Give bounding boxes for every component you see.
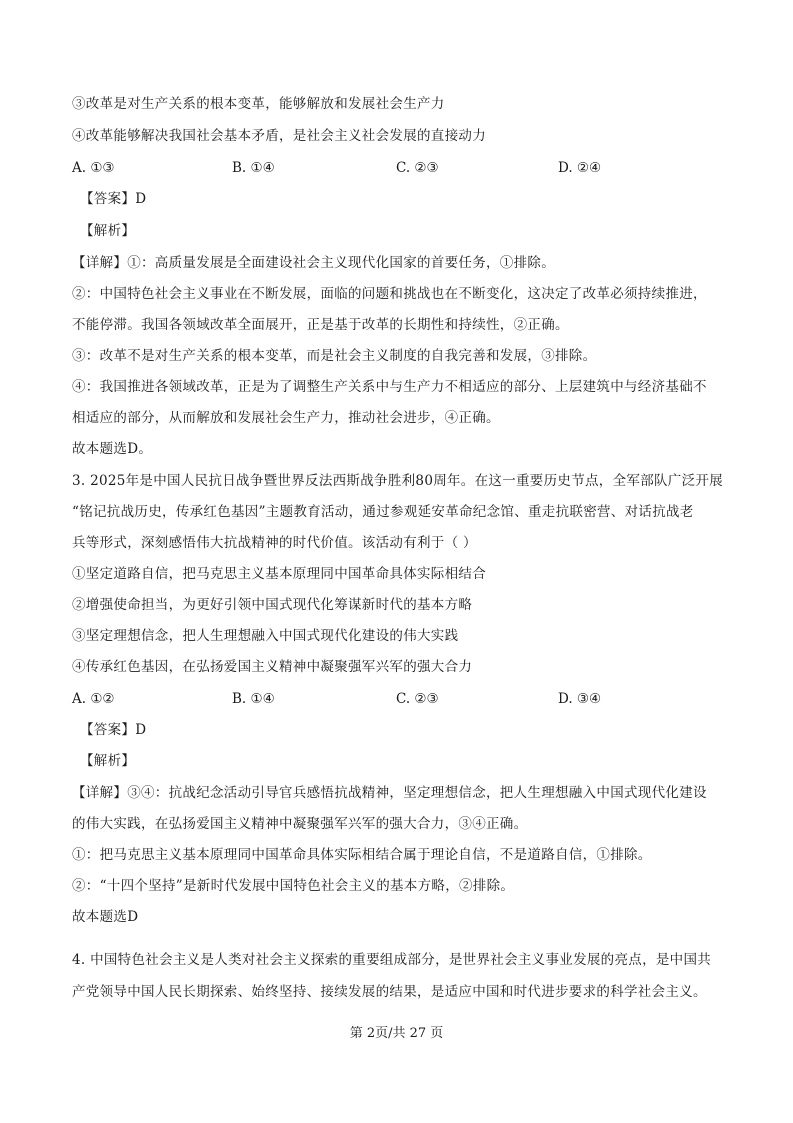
q2-answer: 【答案】D bbox=[80, 191, 147, 207]
q2-detail-line-2: ②：中国特色社会主义事业在不断发展，面临的问题和挑战也在不断变化，这决定了改革必须持续推进， bbox=[72, 286, 707, 302]
q3-option-4: ④传承红色基因，在弘扬爱国主义精神中凝聚强军兴军的强大合力 bbox=[72, 659, 473, 675]
q3-stem-line-2: “铭记抗战历史，传承红色基因”主题教育活动，通过参观延安革命纪念馆、重走抗联密营、对话抗战老 bbox=[72, 504, 694, 520]
q2-detail-line-1: 【详解】①：高质量发展是全面建设社会主义现代化国家的首要任务，①排除。 bbox=[72, 255, 555, 271]
q2-choice-a: A. ①③ bbox=[72, 160, 115, 176]
q3-analysis-label: 【解析】 bbox=[80, 753, 136, 769]
q3-choice-c: C. ②③ bbox=[396, 691, 439, 707]
q3-option-1: ①坚定道路自信，把马克思主义基本原理同中国革命具体实际相结合 bbox=[72, 566, 486, 582]
q4-stem-line-1: 4. 中国特色社会主义是人类对社会主义探索的重要组成部分，是世界社会主义事业发展的亮点，是中国共 bbox=[72, 952, 712, 968]
q3-stem-line-3: 兵等形式，深刻感悟伟大抗战精神的时代价值。该活动有利于（ ） bbox=[72, 535, 477, 551]
q2-choices bbox=[72, 158, 732, 178]
q3-stem-line-1: 3. 2025年是中国人民抗日战争暨世界反法西斯战争胜利80周年。在这一重要历史节点，全军部队广泛开展 bbox=[72, 473, 724, 489]
q2-detail-line-4: ③：改革不是对生产关系的根本变革，而是社会主义制度的自我完善和发展，③排除。 bbox=[72, 348, 597, 364]
q2-option-3: ③改革是对生产关系的根本变革，能够解放和发展社会生产力 bbox=[72, 96, 445, 112]
q3-choice-d: D. ③④ bbox=[558, 691, 602, 707]
q2-detail-line-6: 相适应的部分，从而解放和发展社会生产力，推动社会进步，④正确。 bbox=[72, 410, 500, 426]
page-number-footer: 第 2页/共 27 页 bbox=[349, 1026, 444, 1041]
q3-option-2: ②增强使命担当，为更好引领中国式现代化筹谋新时代的基本方略 bbox=[72, 597, 473, 613]
q3-option-3: ③坚定理想信念，把人生理想融入中国式现代化建设的伟大实践 bbox=[72, 628, 459, 644]
q3-choices bbox=[72, 689, 732, 709]
q4-stem-line-2: 产党领导中国人民长期探索、始终坚持、接续发展的结果，是适应中国和时代进步要求的科学社会主义。 bbox=[72, 984, 707, 1000]
q2-option-4: ④改革能够解决我国社会基本矛盾，是社会主义社会发展的直接动力 bbox=[72, 128, 486, 144]
q2-analysis-label: 【解析】 bbox=[80, 223, 136, 239]
q3-detail-line-3: ①：把马克思主义基本原理同中国革命具体实际相结合属于理论自信，不是道路自信，①排除。 bbox=[72, 847, 652, 863]
q2-choice-b: B. ①④ bbox=[232, 160, 275, 176]
q3-answer: 【答案】D bbox=[80, 722, 147, 738]
q2-detail-line-5: ④：我国推进各领域改革，正是为了调整生产关系中与生产力不相适应的部分、上层建筑中与经济基础不 bbox=[72, 379, 707, 395]
q2-choice-c: C. ②③ bbox=[396, 160, 439, 176]
q3-detail-line-1: 【详解】③④：抗战纪念活动引导官兵感悟抗战精神，坚定理想信念，把人生理想融入中国式现代化建设 bbox=[72, 785, 707, 801]
q3-detail-line-2: 的伟大实践，在弘扬爱国主义精神中凝聚强军兴军的强大合力，③④正确。 bbox=[72, 816, 528, 832]
q3-choice-b: B. ①④ bbox=[232, 691, 275, 707]
q2-detail-line-3: 不能停滞。我国各领域改革全面展开，正是基于改革的长期性和持续性，②正确。 bbox=[72, 317, 569, 333]
q2-choice-d: D. ②④ bbox=[558, 160, 602, 176]
q2-conclusion: 故本题选D。 bbox=[72, 441, 153, 457]
q3-choice-a: A. ①② bbox=[72, 691, 115, 707]
q3-conclusion: 故本题选D bbox=[72, 909, 139, 925]
q3-detail-line-4: ②：“十四个坚持”是新时代发展中国特色社会主义的基本方略，②排除。 bbox=[72, 878, 515, 894]
